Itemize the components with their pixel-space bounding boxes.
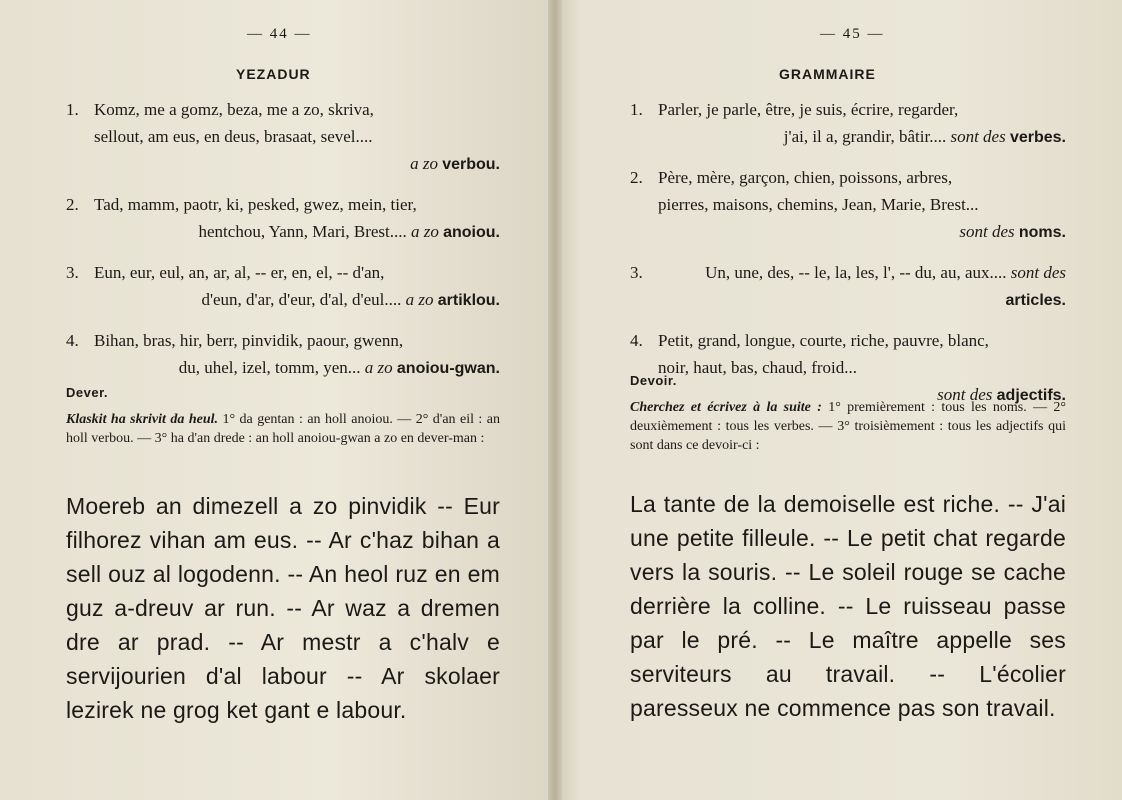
exercise-instructions	[630, 398, 1066, 455]
item-line: Eun, eur, eul, an, ar, al, -- er, en, el, -- d'an,	[94, 263, 385, 282]
item-italic-phrase: a zo	[364, 358, 393, 377]
item-line: Petit, grand, longue, courte, riche, pauvre, blanc,	[658, 331, 989, 350]
item-italic-phrase: sont des	[959, 222, 1015, 241]
page-number: — 44 —	[247, 26, 312, 42]
item-number: 3.	[66, 263, 79, 282]
list-item	[630, 259, 1066, 314]
item-italic-phrase: sont des	[950, 127, 1006, 146]
exercise-heading: Dever.	[66, 385, 109, 400]
item-category: noms.	[1018, 224, 1066, 241]
exercise-heading: Devoir.	[630, 373, 677, 388]
item-line: Komz, me a gomz, beza, me a zo, skriva,	[94, 100, 374, 119]
item-category: verbou.	[442, 156, 500, 173]
instructions-lead: Cherchez et écrivez à la suite :	[630, 400, 822, 415]
item-italic-phrase: a zo	[410, 222, 439, 241]
item-category: artiklou.	[437, 292, 500, 309]
exercise-text: Moereb an dimezell a zo pinvidik -- Eur filhorez vihan am eus. -- Ar c'haz bihan a sell ouz al logodenn. -- An heol ruz en em guz a-dreuv ar run. -- Ar waz a dremen dre ar prad. -- Ar mestr a c'halv e servijourien d'al labour -- Ar skolaer lezirek ne grog ket gant e labour.	[66, 493, 500, 723]
list-item	[630, 164, 1066, 246]
list-item	[66, 191, 500, 246]
item-last-line: j'ai, il a, grandir, bâtir....	[783, 127, 947, 146]
item-category: anoiou.	[443, 224, 500, 241]
item-last-line: Un, une, des, -- le, la, les, l', -- du, au, aux....	[705, 263, 1007, 282]
left-page	[0, 0, 552, 800]
item-italic-phrase: sont des	[1010, 263, 1066, 282]
list-item	[66, 327, 500, 382]
item-line: Tad, mamm, paotr, ki, pesked, gwez, mein, tier,	[94, 195, 417, 214]
item-line: Parler, je parle, être, je suis, écrire, regarder,	[658, 100, 959, 119]
instructions-text: 1° da gentan : an holl anoiou. — 2° d'an eil : an holl verbou. — 3° ha d'an drede : an holl anoiou-gwan a zo en dever-man :	[66, 412, 500, 446]
item-conclusion	[94, 218, 500, 246]
item-conclusion	[658, 218, 1066, 246]
item-number: 2.	[66, 195, 79, 214]
item-category: anoiou-gwan.	[396, 360, 500, 377]
grammar-list	[66, 96, 500, 395]
list-item	[630, 96, 1066, 151]
item-line: noir, haut, bas, chaud, froid...	[658, 358, 858, 377]
item-number: 4.	[66, 331, 79, 350]
item-number: 1.	[630, 100, 643, 119]
item-italic-phrase: a zo	[410, 154, 438, 173]
item-number: 4.	[630, 331, 643, 350]
item-category: verbes.	[1009, 129, 1066, 146]
right-page	[552, 0, 1122, 800]
item-last-line: hentchou, Yann, Mari, Brest....	[198, 222, 407, 241]
item-number: 3.	[630, 263, 643, 282]
section-title: GRAMMAIRE	[779, 66, 876, 82]
section-title: YEZADUR	[236, 66, 311, 82]
list-item	[66, 96, 500, 178]
item-line: pierres, maisons, chemins, Jean, Marie, Brest...	[658, 195, 979, 214]
exercise-instructions	[66, 410, 500, 448]
item-category: articles.	[1005, 292, 1066, 309]
item-last-line: d'eun, d'ar, d'eur, d'al, d'eul....	[201, 290, 402, 309]
item-line: Bihan, bras, hir, berr, pinvidik, paour, gwenn,	[94, 331, 404, 350]
exercise-text: La tante de la demoiselle est riche. -- J'ai une petite filleule. -- Le petit chat regarde vers la souris. -- Le soleil rouge se cache derrière la colline. -- Le ruisseau passe par le pré. -- Le maître appelle ses serviteurs au travail. -- L'écolier paresseux ne commence pas son travail.	[630, 491, 1066, 721]
item-last-line: du, uhel, izel, tomm, yen...	[178, 358, 361, 377]
item-italic-phrase: sont des	[937, 385, 993, 404]
list-item	[66, 259, 500, 314]
item-category: adjectifs.	[996, 387, 1066, 404]
page-number: — 45 —	[820, 26, 885, 42]
item-line: sellout, am eus, en deus, brasaat, sevel....	[94, 127, 373, 146]
list-item	[630, 327, 1066, 409]
item-italic-phrase: a zo	[405, 290, 434, 309]
instructions-lead: Klaskit ha skrivit da heul.	[66, 412, 219, 427]
item-conclusion	[658, 123, 1066, 151]
item-conclusion	[94, 150, 500, 178]
grammar-list	[630, 96, 1066, 422]
instructions-text: 1° premièrement : tous les noms. — 2° deuxièmement : tous les verbes. — 3° troisièmement : tous les adjectifs qui sont dans ce devoir-ci :	[630, 400, 1066, 453]
item-line: Père, mère, garçon, chien, poissons, arbres,	[658, 168, 953, 187]
item-conclusion	[658, 259, 1066, 314]
book-gutter	[548, 0, 562, 800]
item-conclusion	[94, 286, 500, 314]
item-number: 2.	[630, 168, 643, 187]
item-number: 1.	[66, 100, 79, 119]
item-conclusion	[94, 354, 500, 382]
